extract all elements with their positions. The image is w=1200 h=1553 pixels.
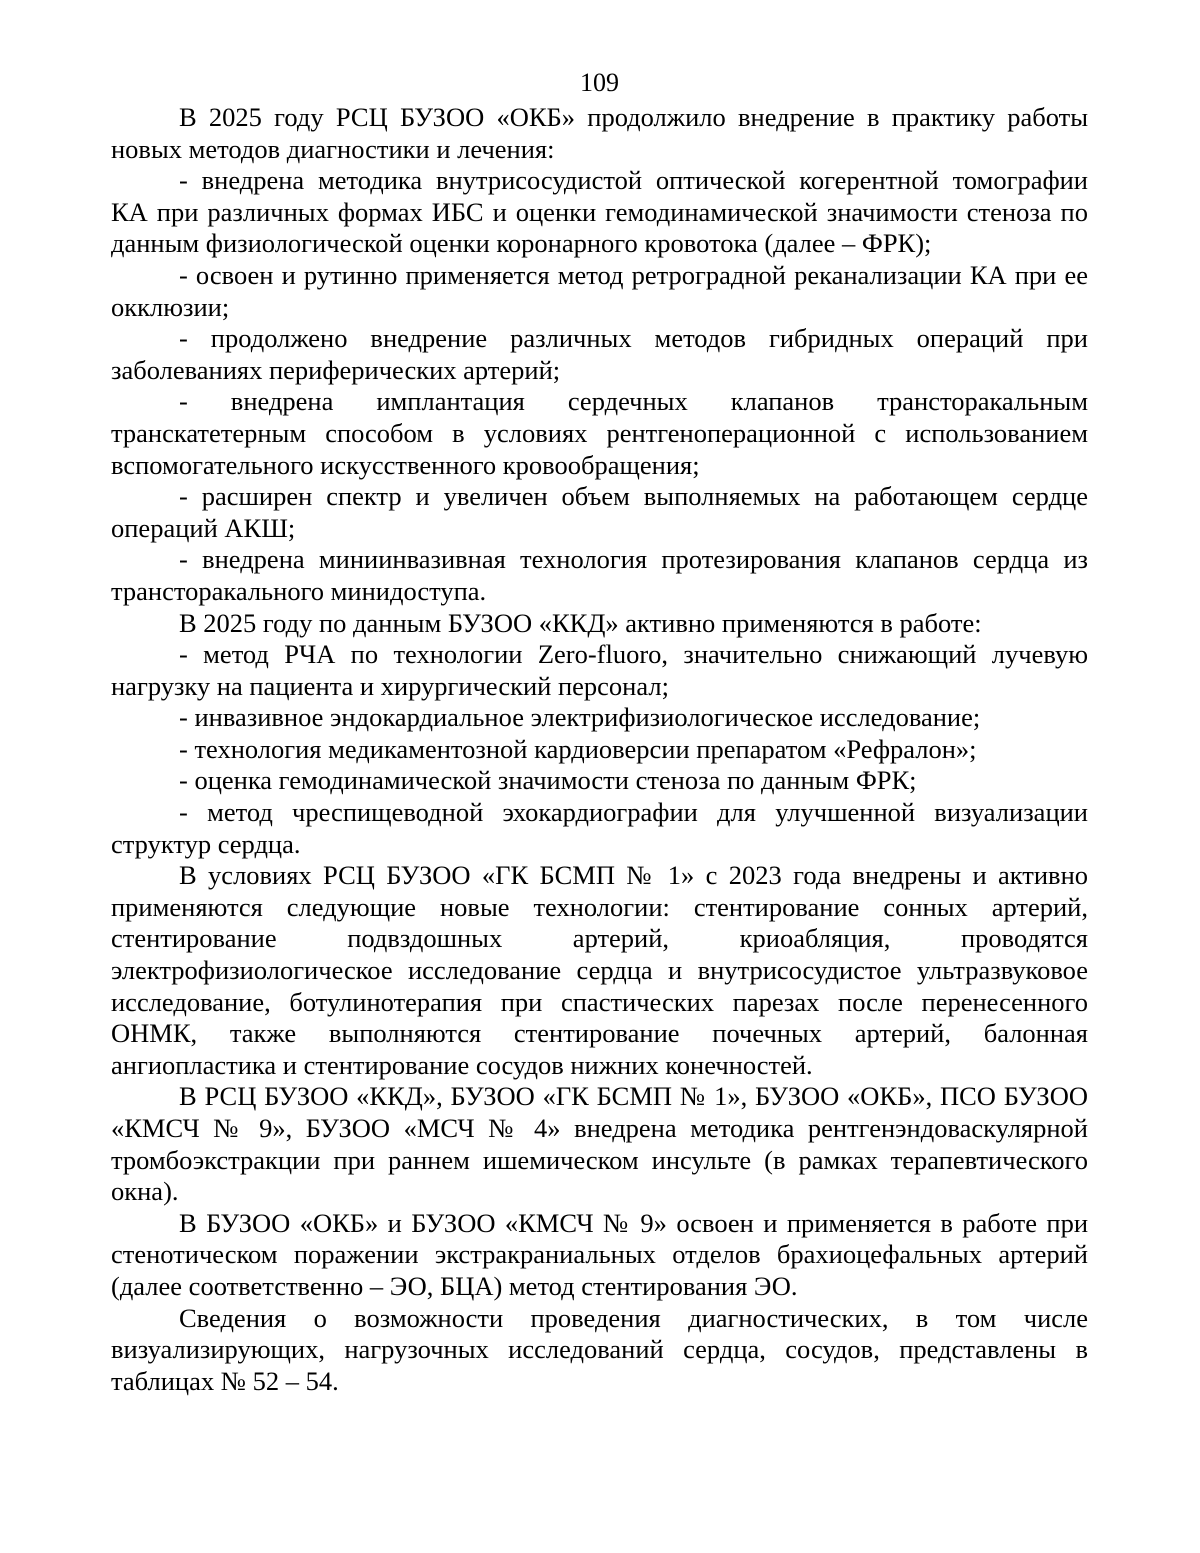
paragraph-tables-reference: Сведения о возможности проведения диагностических, в том числе визуализирующих, нагрузочных исследований сердца, сосудов, представлены в таблицах № 52 – 54. — [111, 1302, 1088, 1396]
paragraph-item-eps: - инвазивное эндокардиальное электрифизиологическое исследование; — [179, 702, 981, 733]
paragraph-stenting: В БУЗОО «ОКБ» и БУЗОО «КМСЧ № 9» освоен и применяется в работе при стенотическом поражении экстракраниальных отделов брахиоцефальных артерий (далее соответственно – ЭО, БЦА) метод стентирования ЭО. — [111, 1207, 1088, 1301]
paragraph-item-minimally-invasive: - внедрена миниинвазивная технология протезирования клапанов сердца из трансторакального минидоступа. — [111, 544, 1088, 606]
paragraph-item-ffr: - оценка гемодинамической значимости стеноза по данным ФРК; — [179, 765, 917, 796]
paragraph-item-rfa: - метод РЧА по технологии Zero-fluoro, значительно снижающий лучевую нагрузку на пациента и хирургический персонал; — [111, 639, 1088, 701]
paragraph-thrombectomy: В РСЦ БУЗОО «ККД», БУЗОО «ГК БСМП № 1», БУЗОО «ОКБ», ПСО БУЗОО «КМСЧ № 9», БУЗОО «МСЧ № 4» внедрена методика рентгенэндоваскулярной тромбоэкстракции при раннем ишемическом инсульте (в рамках терапевтического окна). — [111, 1081, 1088, 1207]
paragraph-intro-okb: В 2025 году РСЦ БУЗОО «ОКБ» продолжило внедрение в практику работы новых методов диагностики и лечения: — [111, 102, 1088, 164]
paragraph-intro-kkd: В 2025 году по данным БУЗОО «ККД» активно применяются в работе: — [179, 607, 982, 638]
paragraph-item-valve-implant: - внедрена имплантация сердечных клапанов трансторакальным транскатетерным способом в условиях рентгеноперационной с использованием вспомогательного искусственного кровообращения; — [111, 386, 1088, 480]
paragraph-item-cardioversion: - технология медикаментозной кардиоверсии препаратом «Рефралон»; — [179, 733, 977, 764]
paragraph-item-retrograde: - освоен и рутинно применяется метод ретроградной реканализации КА при ее окклюзии; — [111, 259, 1088, 322]
paragraph-item-oct: - внедрена методика внутрисосудистой оптической когерентной томографии КА при различных формах ИБС и оценки гемодинамической значимости стеноза по данным физиологической оценки коронарного кровотока (далее – ФРК); — [111, 165, 1088, 259]
paragraph-item-hybrid: - продолжено внедрение различных методов гибридных операций при заболеваниях периферических артерий; — [111, 323, 1088, 385]
paragraph-bsmp: В условиях РСЦ БУЗОО «ГК БСМП № 1» с 2023 года внедрены и активно применяются следующие новые технологии: стентирование сонных артерий, стентирование подвздошных артерий, криоабляция, проводятся электрофизиологическое исследование сердца и внутрисосудистое ультразвуковое исследование, ботулинотерапия при спастических парезах после перенесенного ОНМК, также выполняются стентирование почечных артерий, балонная ангиопластика и стентирование сосудов нижних конечностей. — [111, 860, 1088, 1080]
document-page — [111, 64, 1088, 1397]
paragraph-item-cabg: - расширен спектр и увеличен объем выполняемых на работающем сердце операций АКШ; — [111, 481, 1088, 543]
document-body — [111, 102, 1088, 1397]
paragraph-item-tee: - метод чреспищеводной эхокардиографии для улучшенной визуализации структур сердца. — [111, 797, 1088, 859]
page-number: 109 — [580, 68, 619, 97]
